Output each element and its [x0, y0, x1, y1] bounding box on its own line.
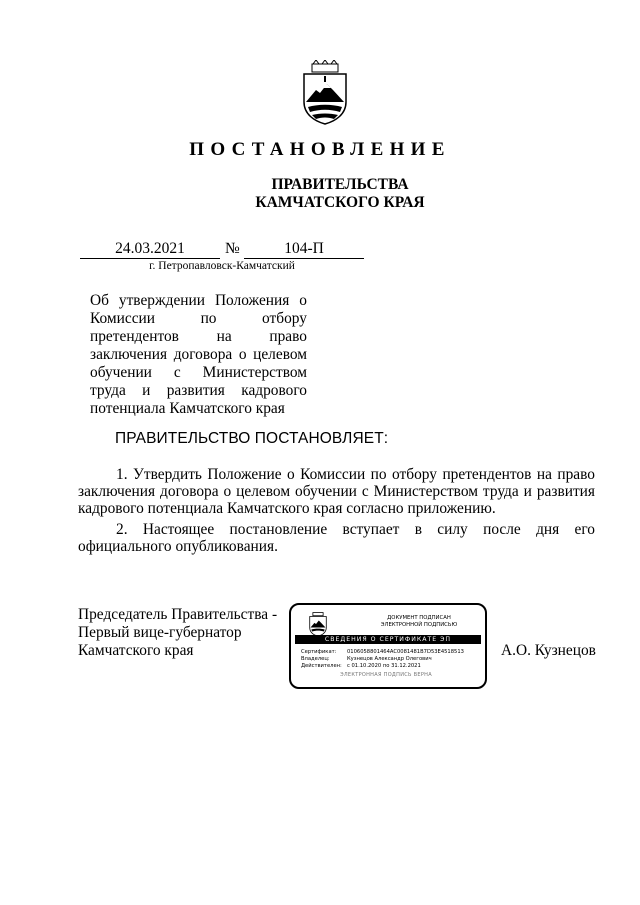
coat-of-arms-icon: [300, 60, 350, 126]
document-date: 24.03.2021: [80, 240, 220, 259]
stamp-certificate-bar: СВЕДЕНИЯ О СЕРТИФИКАТЕ ЭП: [295, 635, 481, 644]
document-subject: Об утверждении Положения о Комиссии по отбору претендентов на право заключения договора о целевом обучении с Министерством труда и развития кадрового потенциала Камчатского края: [90, 292, 307, 417]
stamp-row-value: 0106058801464AC0081481B7D53E4518513: [347, 649, 464, 655]
stamp-row-value: Кузнецов Александр Олегович: [347, 656, 432, 662]
signatory-position-line-2: Первый вице-губернатор: [78, 624, 242, 641]
paragraph-1: 1. Утвердить Положение о Комиссии по отбору претендентов на право заключения договора о целевом обучении с Министерством труда и развития кадрового потенциала Камчатского края согласно приложению.: [78, 466, 595, 517]
signatory-position-line-3: Камчатского края: [78, 642, 194, 659]
document-number: 104-П: [244, 240, 364, 259]
issuer-line-1: ПРАВИТЕЛЬСТВА: [271, 176, 409, 193]
stamp-heading: [363, 615, 475, 629]
electronic-signature-stamp: [289, 603, 487, 689]
document-type-title: ПОСТАНОВЛЕНИЕ: [189, 139, 451, 160]
stamp-heading-line-2: ЭЛЕКТРОННОЙ ПОДПИСЬЮ: [380, 622, 458, 628]
issuer-line-2: КАМЧАТСКОГО КРАЯ: [255, 194, 425, 211]
signatory-name: А.О. Кузнецов: [501, 642, 596, 659]
stamp-row-value: с 01.10.2020 по 31.12.2021: [347, 663, 421, 669]
stamp-heading-line-1: ДОКУМЕНТ ПОДПИСАН: [387, 615, 451, 621]
stamp-row-label: Владелец:: [301, 656, 330, 662]
signatory-position-line-1: Председатель Правительства -: [78, 606, 278, 623]
coat-of-arms-icon: [307, 611, 329, 637]
resolution-heading: ПРАВИТЕЛЬСТВО ПОСТАНОВЛЯЕТ:: [115, 430, 389, 447]
number-sign: №: [225, 240, 240, 257]
paragraph-2: 2. Настоящее постановление вступает в силу после дня его официального опубликования.: [78, 521, 595, 555]
signatory-position: [78, 606, 288, 660]
stamp-footer: ЭЛЕКТРОННАЯ ПОДПИСЬ ВЕРНА: [340, 672, 432, 678]
document-city: г. Петропавловск-Камчатский: [149, 260, 295, 272]
stamp-row-label: Сертификат:: [301, 649, 337, 655]
stamp-row-label: Действителен:: [301, 663, 342, 669]
